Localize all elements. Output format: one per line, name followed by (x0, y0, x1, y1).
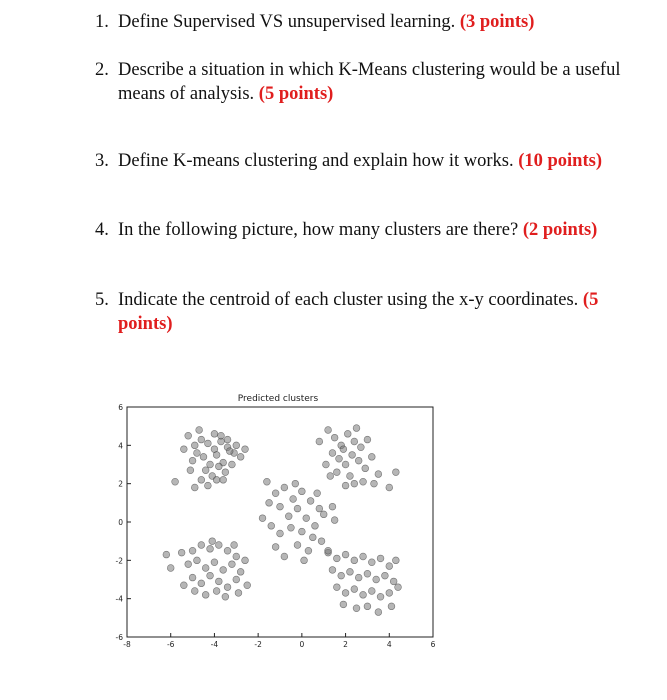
x-tick-label: 2 (343, 640, 348, 649)
scatter-point-cluster-1 (222, 469, 229, 476)
scatter-point-cluster-1 (224, 436, 231, 443)
scatter-point-cluster-3 (294, 505, 301, 512)
scatter-point-cluster-5 (351, 557, 358, 564)
scatter-point-cluster-1 (189, 457, 196, 464)
scatter-point-cluster-4 (242, 557, 249, 564)
scatter-point-cluster-5 (325, 547, 332, 554)
y-tick-label: 0 (118, 518, 123, 527)
points-label: (2 points) (522, 220, 598, 240)
scatter-point-cluster-4 (194, 557, 201, 564)
scatter-point-cluster-1 (211, 430, 218, 437)
question-text: In the following picture, how many clusters are there? (118, 220, 523, 240)
y-tick-label: 6 (118, 403, 123, 412)
scatter-point-cluster-4 (237, 568, 244, 575)
x-tick-label: -2 (254, 640, 262, 649)
scatter-point-cluster-3 (290, 496, 297, 503)
scatter-point-cluster-2 (351, 480, 358, 487)
scatter-point-cluster-5 (351, 586, 358, 593)
scatter-point-cluster-5 (373, 576, 380, 583)
scatter-point-cluster-1 (207, 461, 214, 468)
scatter-point-cluster-3 (281, 484, 288, 491)
scatter-point-cluster-5 (347, 568, 354, 575)
scatter-point-cluster-1 (204, 440, 211, 447)
scatter-point-cluster-5 (386, 563, 393, 570)
points-label: (3 points) (459, 12, 535, 32)
y-tick-label: -6 (115, 633, 123, 642)
scatter-point-cluster-3 (305, 547, 312, 554)
scatter-point-cluster-2 (353, 425, 360, 432)
scatter-point-cluster-3 (320, 511, 327, 518)
scatter-point-cluster-4 (207, 545, 214, 552)
y-tick-label: 2 (118, 479, 123, 489)
scatter-point-cluster-1 (218, 432, 225, 439)
scatter-point-cluster-2 (344, 430, 351, 437)
scatter-point-cluster-4 (189, 547, 196, 554)
scatter-point-cluster-4 (185, 561, 192, 568)
scatter-point-cluster-1 (185, 432, 192, 439)
scatter-point-cluster-3 (272, 544, 279, 551)
scatter-point-cluster-2 (316, 438, 323, 445)
scatter-point-cluster-1 (213, 476, 220, 483)
scatter-point-cluster-2 (362, 465, 369, 472)
scatter-point-cluster-1 (198, 476, 205, 483)
question-text: Describe a situation in which K-Means clustering would be a useful means of analysis. (118, 60, 621, 104)
scatter-point-cluster-3 (318, 538, 325, 545)
scatter-point-cluster-5 (377, 555, 384, 562)
scatter-point-cluster-5 (382, 572, 389, 579)
scatter-point-cluster-4 (229, 561, 236, 568)
scatter-point-cluster-2 (340, 446, 347, 453)
points-label: (5 points) (118, 290, 599, 334)
scatter-point-cluster-4 (231, 542, 238, 549)
chart-title: Predicted clusters (237, 394, 319, 404)
scatter-point-cluster-2 (357, 444, 364, 451)
plot-frame (127, 407, 433, 637)
scatter-point-cluster-5 (355, 574, 362, 581)
y-tick-label: 4 (118, 441, 123, 451)
scatter-point-cluster-2 (355, 457, 362, 464)
scatter-point-cluster-1 (198, 436, 205, 443)
scatter-point-cluster-5 (342, 551, 349, 558)
scatter-point-cluster-3 (307, 498, 314, 505)
scatter-point-cluster-5 (364, 570, 371, 577)
scatter-point-cluster-1 (191, 484, 198, 491)
scatter-point-cluster-5 (364, 603, 371, 610)
scatter-point-cluster-3 (329, 503, 336, 510)
scatter-point-cluster-3 (288, 524, 295, 531)
scatter-point-cluster-3 (266, 499, 273, 506)
scatter-point-cluster-2 (349, 452, 356, 459)
scatter-point-cluster-4 (163, 551, 170, 558)
question-number: 4. (95, 220, 109, 240)
scatter-point-cluster-4 (211, 559, 218, 566)
scatter-point-cluster-1 (220, 476, 227, 483)
scatter-point-cluster-1 (200, 453, 207, 460)
scatter-point-cluster-4 (233, 553, 240, 560)
scatter-point-cluster-4 (198, 542, 205, 549)
scatter-point-cluster-2 (371, 480, 378, 487)
scatter-point-cluster-4 (178, 549, 185, 556)
scatter-point-cluster-4 (189, 574, 196, 581)
scatter-point-cluster-4 (198, 580, 205, 587)
scatter-point-cluster-5 (338, 572, 345, 579)
scatter-point-cluster-1 (187, 467, 194, 474)
question-4 (95, 218, 640, 242)
scatter-point-cluster-5 (375, 609, 382, 616)
scatter-point-cluster-4 (191, 588, 198, 595)
scatter-point-cluster-3 (331, 517, 338, 524)
scatter-point-cluster-2 (331, 434, 338, 441)
chart-canvas (100, 385, 445, 660)
x-tick-label: 0 (299, 640, 305, 649)
scatter-point-cluster-4 (209, 538, 216, 545)
scatter-point-cluster-2 (368, 453, 375, 460)
scatter-point-cluster-3 (314, 490, 321, 497)
scatter-point-cluster-4 (244, 582, 251, 589)
scatter-point-cluster-3 (298, 528, 305, 535)
scatter-point-cluster-1 (229, 461, 236, 468)
scatter-point-cluster-5 (368, 559, 375, 566)
scatter-point-cluster-3 (312, 522, 319, 529)
scatter-point-cluster-3 (272, 490, 279, 497)
scatter-point-cluster-4 (202, 591, 209, 598)
scatter-point-cluster-5 (390, 578, 397, 585)
scatter-point-cluster-2 (333, 469, 340, 476)
scatter-point-cluster-1 (226, 448, 233, 455)
scatter-point-cluster-4 (167, 565, 174, 572)
scatter-point-cluster-4 (224, 584, 231, 591)
scatter-point-cluster-5 (368, 588, 375, 595)
scatter-point-cluster-4 (180, 582, 187, 589)
scatter-point-cluster-3 (303, 515, 310, 522)
scatter-point-cluster-5 (342, 590, 349, 597)
scatter-point-cluster-3 (285, 513, 292, 520)
scatter-point-cluster-3 (316, 505, 323, 512)
scatter-point-cluster-1 (233, 442, 240, 449)
question-3 (95, 149, 640, 173)
scatter-point-cluster-2 (323, 461, 330, 468)
question-5 (95, 288, 640, 336)
scatter-point-cluster-2 (336, 455, 343, 462)
scatter-point-cluster-2 (342, 482, 349, 489)
x-tick-label: -4 (210, 640, 219, 649)
x-tick-label: -8 (123, 640, 131, 649)
scatter-point-cluster-4 (202, 565, 209, 572)
x-tick-label: 4 (386, 640, 392, 649)
scatter-point-cluster-4 (222, 593, 229, 600)
scatter-point-cluster-5 (377, 593, 384, 600)
scatter-point-cluster-3 (263, 478, 270, 485)
scatter-point-cluster-2 (360, 478, 367, 485)
scatter-point-cluster-3 (301, 557, 308, 564)
question-number: 1. (95, 12, 109, 32)
scatter-point-cluster-1 (180, 446, 187, 453)
scatter-point-cluster-5 (329, 567, 336, 574)
scatter-point-cluster-2 (327, 473, 334, 480)
scatter-point-cluster-5 (360, 591, 367, 598)
question-text: Define Supervised VS unsupervised learning. (118, 12, 460, 32)
scatter-chart (100, 385, 445, 660)
scatter-point-cluster-5 (395, 584, 402, 591)
x-tick-label: -6 (166, 640, 175, 649)
scatter-point-cluster-2 (375, 471, 382, 478)
scatter-point-cluster-2 (325, 427, 332, 434)
scatter-point-cluster-3 (259, 515, 266, 522)
scatter-point-cluster-5 (353, 605, 360, 612)
question-number: 3. (95, 151, 109, 171)
scatter-point-cluster-3 (277, 530, 284, 537)
scatter-point-cluster-4 (215, 542, 222, 549)
scatter-point-cluster-1 (242, 446, 249, 453)
scatter-point-cluster-5 (340, 601, 347, 608)
scatter-point-cluster-3 (298, 488, 305, 495)
scatter-point-cluster-1 (196, 427, 203, 434)
question-number: 2. (95, 60, 109, 80)
scatter-point-cluster-4 (220, 567, 227, 574)
points-label: (5 points) (258, 84, 334, 104)
scatter-point-cluster-5 (333, 555, 340, 562)
scatter-point-cluster-2 (364, 436, 371, 443)
scatter-point-cluster-3 (277, 503, 284, 510)
scatter-point-cluster-1 (204, 482, 211, 489)
question-text: Indicate the centroid of each cluster using the x-y coordinates. (118, 290, 583, 310)
question-text: Define K-means clustering and explain how it works. (118, 151, 519, 171)
scatter-point-cluster-5 (386, 590, 393, 597)
question-2 (95, 58, 640, 106)
scatter-point-cluster-2 (347, 473, 354, 480)
scatter-point-cluster-2 (351, 438, 358, 445)
scatter-point-cluster-4 (233, 576, 240, 583)
y-tick-label: -2 (115, 556, 123, 566)
scatter-point-cluster-2 (342, 461, 349, 468)
points-label: (10 points) (518, 151, 602, 171)
scatter-point-cluster-1 (172, 478, 179, 485)
scatter-point-cluster-4 (224, 547, 231, 554)
scatter-point-cluster-3 (292, 480, 299, 487)
scatter-point-cluster-4 (235, 590, 242, 597)
scatter-point-cluster-1 (213, 452, 220, 459)
scatter-point-cluster-4 (215, 578, 222, 585)
scatter-point-cluster-3 (268, 522, 275, 529)
scatter-point-cluster-1 (215, 463, 222, 470)
scatter-point-cluster-2 (386, 484, 393, 491)
scatter-point-cluster-1 (237, 453, 244, 460)
scatter-point-cluster-2 (329, 450, 336, 457)
scatter-point-cluster-5 (360, 553, 367, 560)
scatter-point-cluster-5 (392, 557, 399, 564)
question-1 (95, 10, 640, 34)
scatter-point-cluster-3 (281, 553, 288, 560)
scatter-point-cluster-1 (194, 450, 201, 457)
question-number: 5. (95, 290, 109, 310)
scatter-point-cluster-5 (388, 603, 395, 610)
scatter-point-cluster-4 (207, 572, 214, 579)
scatter-point-cluster-4 (213, 588, 220, 595)
scatter-point-cluster-1 (202, 467, 209, 474)
scatter-point-cluster-3 (309, 534, 316, 541)
scatter-point-cluster-1 (191, 442, 198, 449)
scatter-point-cluster-2 (392, 469, 399, 476)
x-tick-label: 6 (430, 640, 436, 649)
scatter-point-cluster-3 (294, 542, 301, 549)
y-tick-label: -4 (115, 594, 123, 604)
scatter-point-cluster-5 (333, 584, 340, 591)
